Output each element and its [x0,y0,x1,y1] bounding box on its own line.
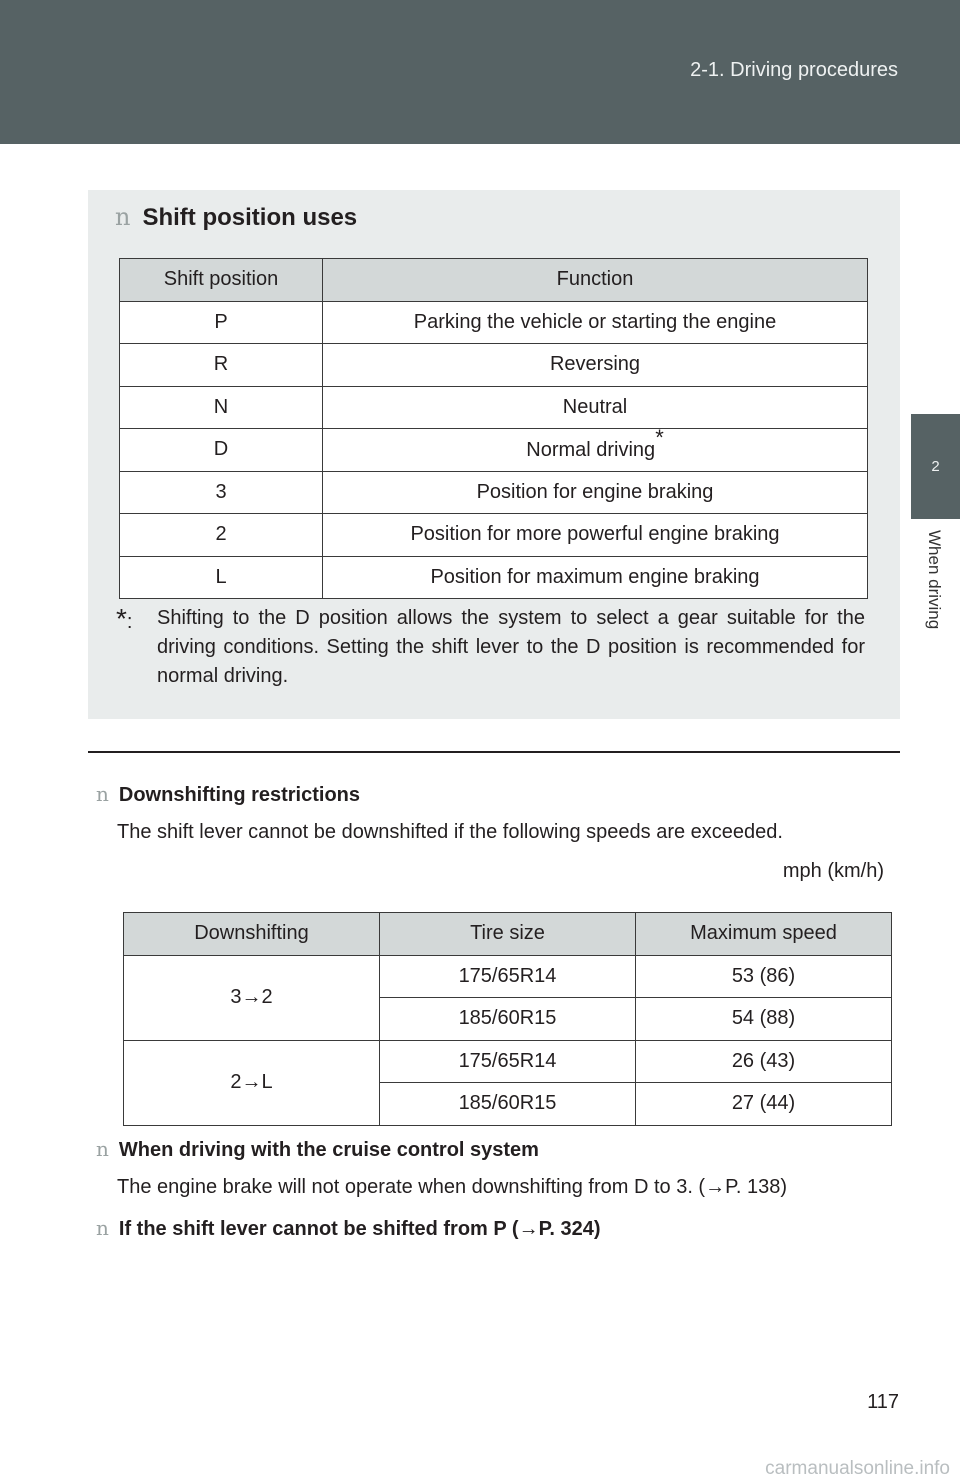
table-row [120,556,868,599]
downshift-heading: n Downshifting restrictions [96,782,361,806]
bullet-icon: n [96,1216,109,1240]
footnote-marker: * [655,424,664,450]
chapter-label-container [919,530,949,665]
max-speed-cell: 26 (43) [636,1040,892,1083]
table-row [120,386,868,429]
cruise-control-text: The engine brake will not operate when downshifting from D to 3. (→P. 138) [117,1176,787,1198]
footnote-text: Shifting to the D position allows the system to select a gear suitable for the driving conditions. Setting the shift lever to the D position is recommended for normal driving. [157,607,865,687]
tire-size-cell: 185/60R15 [380,1083,636,1126]
footnote-label: *: [116,603,133,634]
table-row [124,955,892,998]
table-row [120,344,868,387]
function-cell: Normal driving* [323,429,868,472]
table-row [124,1040,892,1083]
max-speed-cell: 27 (44) [636,1083,892,1126]
function-cell: Parking the vehicle or starting the engine [323,301,868,344]
function-cell: Position for maximum engine braking [323,556,868,599]
shift-position-cell: R [120,344,323,387]
shift-position-cell: N [120,386,323,429]
downshift-speed-table [123,912,892,1126]
function-cell: Position for more powerful engine braking [323,514,868,557]
table-row [120,514,868,557]
column-header: Downshifting [124,913,380,956]
column-header: Maximum speed [636,913,892,956]
table-header-row [120,259,868,302]
tire-size-cell: 175/65R14 [380,1040,636,1083]
shift-position-cell: P [120,301,323,344]
watermark: carmanualsonline.info [765,1458,950,1479]
page-header [0,0,960,144]
section-divider [88,751,900,753]
tire-size-cell: 185/60R15 [380,998,636,1041]
units-label: mph (km/h) [782,860,884,882]
table-row [120,429,868,472]
chapter-number: 2 [931,458,940,475]
downshift-cell: 3→2 [124,955,380,1040]
footnote [116,604,865,691]
function-cell: Neutral [323,386,868,429]
column-header: Tire size [380,913,636,956]
page-number: 117 [867,1391,899,1413]
column-header: Shift position [120,259,323,302]
shift-position-table [119,258,868,599]
shift-position-cell: D [120,429,323,472]
bullet-icon: n [96,782,109,806]
downshift-cell: 2→L [124,1040,380,1125]
shift-position-heading: n Shift position uses [115,203,358,231]
shift-position-cell: L [120,556,323,599]
shift-lever-heading: n If the shift lever cannot be shifted from P (→P. 324) [96,1216,601,1240]
table-header-row [124,913,892,956]
max-speed-cell: 53 (86) [636,955,892,998]
table-row [120,301,868,344]
chapter-tab [911,414,960,519]
chapter-label: When driving [925,530,944,630]
function-cell: Reversing [323,344,868,387]
bullet-icon: n [115,203,131,231]
column-header: Function [323,259,868,302]
cruise-control-heading: n When driving with the cruise control system [96,1137,539,1161]
tire-size-cell: 175/65R14 [380,955,636,998]
bullet-icon: n [96,1137,109,1161]
max-speed-cell: 54 (88) [636,998,892,1041]
shift-position-cell: 2 [120,514,323,557]
table-row [120,471,868,514]
downshift-text: The shift lever cannot be downshifted if the following speeds are exceeded. [117,821,783,843]
function-cell: Position for engine braking [323,471,868,514]
shift-position-cell: 3 [120,471,323,514]
section-title: 2-1. Driving procedures [690,59,898,81]
